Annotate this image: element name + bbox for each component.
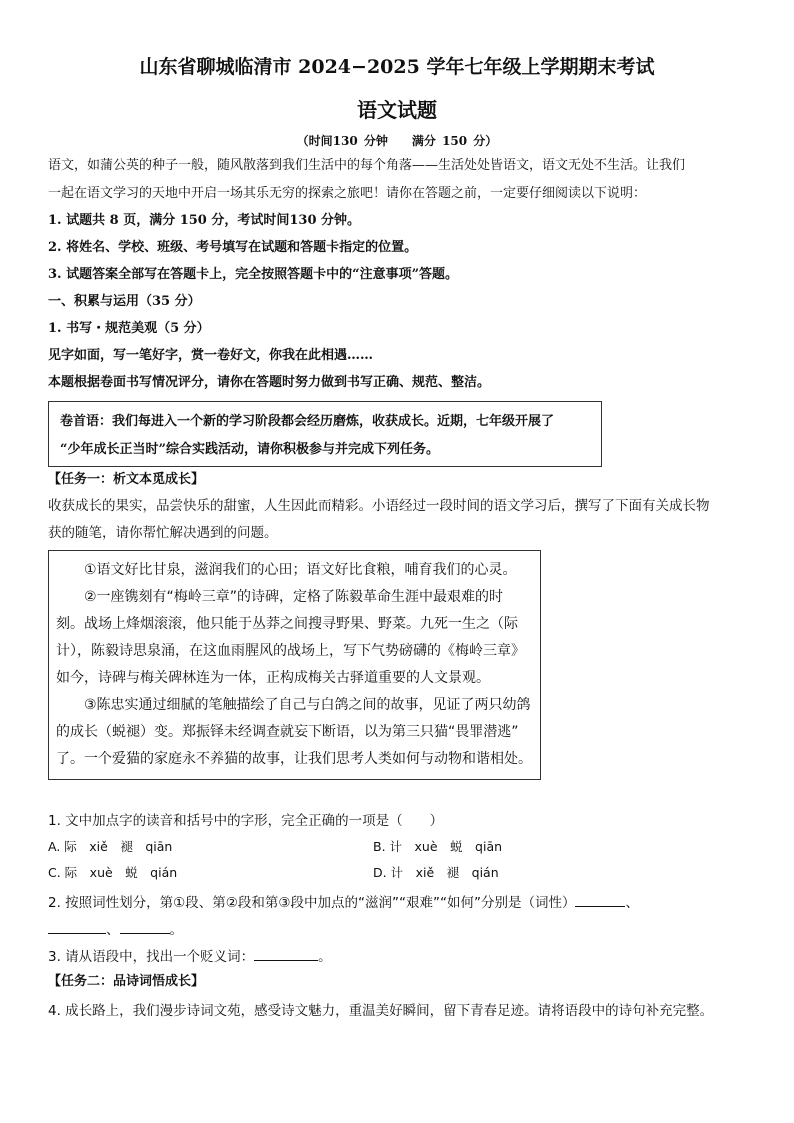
question-heading-1: 1. 书写・规范美观（5 分） — [48, 321, 210, 336]
section-text-1: 见字如面，写一笔好字，赏一卷好文，你我在此相遇…… — [48, 348, 374, 363]
task1-intro-2: 获的随笔，请你帮忙解决遇到的问题。 — [48, 525, 278, 541]
preface-box — [48, 401, 602, 467]
section-text-2: 本题根据卷面书写情况评分，请你在答题时努力做到书写正确、规范、整洁。 — [48, 375, 491, 390]
passage-line: 计），陈毅诗思泉涌，在这血雨腥风的战场上，写下气势磅礴的《梅岭三章》 — [56, 643, 525, 659]
answer-blank[interactable] — [120, 921, 170, 934]
rule-1: 1. 试题共 8 页，满分 150 分，考试时间130 分钟。 — [48, 213, 361, 228]
rule-2: 2. 将姓名、学校、班级、考号填写在试题和答题卡指定的位置。 — [48, 240, 418, 255]
passage-line: ①语文好比甘泉，滋润我们的心田；语文好比食粮，哺育我们的心灵。 — [56, 562, 517, 578]
exam-title: 山东省聊城临清市 2024−2025 学年七年级上学期期末考试 — [139, 56, 655, 78]
separator: 、 — [625, 895, 639, 911]
question-4: 4. 成长路上，我们漫步诗词文苑，感受诗文魅力，重温美好瞬间，留下青春足迹。请将语段中的诗句补充完整。 — [48, 1003, 714, 1019]
option-d: D. 计 xiě 褪 qián — [373, 865, 499, 880]
preface-line-2: “少年成长正当时”综合实践活动，请你积极参与并完成下列任务。 — [60, 442, 439, 457]
question-1: 1. 文中加点字的读音和括号中的字形，完全正确的一项是（ ） — [48, 813, 444, 829]
passage-line: 的成长（蜕褪）变。郑振铎未经调查就妄下断语，以为第三只猫“畏罪潜逃” — [56, 724, 519, 740]
answer-blank[interactable] — [254, 948, 318, 961]
passage-line: 了。一个爱猫的家庭永不养猫的故事，让我们思考人类如何与动物和谐相处。 — [56, 751, 532, 767]
task1-heading: 【任务一：析文本觅成长】 — [48, 472, 205, 487]
option-c: C. 际 xuè 蜕 qián — [48, 865, 178, 880]
question-2 — [48, 891, 639, 911]
preface-line-1: 卷首语：我们每进入一个新的学习阶段都会经历磨炼，收获成长。近期，七年级开展了 — [60, 414, 555, 429]
task2-heading: 【任务二：品诗词悟成长】 — [48, 974, 205, 989]
period: 。 — [318, 949, 332, 965]
passage-line: 如今，诗碑与梅关碑林连为一体，正构成梅关古驿道重要的人文景观。 — [56, 670, 490, 686]
passage-line: ③陈忠实通过细腻的笔触描绘了自己与白鸽之间的故事，见证了两只幼鸽 — [56, 697, 531, 713]
answer-blank[interactable] — [575, 894, 625, 907]
exam-subtitle: 语文试题 — [357, 98, 437, 122]
intro-line-1: 语文，如蒲公英的种子一般，随风散落到我们生活中的每个角落——生活处处皆语文，语文无处不生活。让我们 — [48, 158, 686, 173]
passage-line: ②一座镌刻有“梅岭三章”的诗碑，定格了陈毅革命生涯中最艰难的时 — [56, 589, 504, 605]
period: 。 — [169, 922, 183, 938]
question-2-text: 2. 按照词性划分，第①段、第②段和第③段中加点的“滋润”“艰难”“如何”分别是（词性） — [48, 895, 576, 911]
question-3-text: 3. 请从语段中，找出一个贬义词： — [48, 949, 255, 965]
essay-passage-box — [48, 550, 541, 780]
intro-line-2: 一起在语文学习的天地中开启一场其乐无穷的探索之旅吧！请你在答题之前，一定要仔细阅读以下说明： — [48, 186, 647, 201]
task1-intro-1: 收获成长的果实，品尝快乐的甜蜜，人生因此而精彩。小语经过一段时间的语文学习后，撰写了下面有关成长物 — [48, 498, 710, 514]
option-a: A. 际 xiě 褪 qiān — [48, 839, 173, 854]
time-info: （时间130 分钟 满分 150 分） — [296, 134, 498, 148]
separator: 、 — [106, 922, 120, 938]
question-3 — [48, 945, 332, 965]
answer-blank[interactable] — [48, 921, 106, 934]
option-b: B. 计 xuè 蜕 qiān — [373, 839, 503, 854]
rule-3: 3. 试题答案全部写在答题卡上，完全按照答题卡中的“注意事项”答题。 — [48, 267, 459, 282]
section-heading: 一、积累与运用（35 分） — [48, 294, 201, 309]
question-2-continued — [48, 918, 183, 938]
passage-line: 刻。战场上烽烟滚滚，他只能于丛莽之间搜寻野果、野菜。九死一生之（际 — [56, 616, 518, 632]
